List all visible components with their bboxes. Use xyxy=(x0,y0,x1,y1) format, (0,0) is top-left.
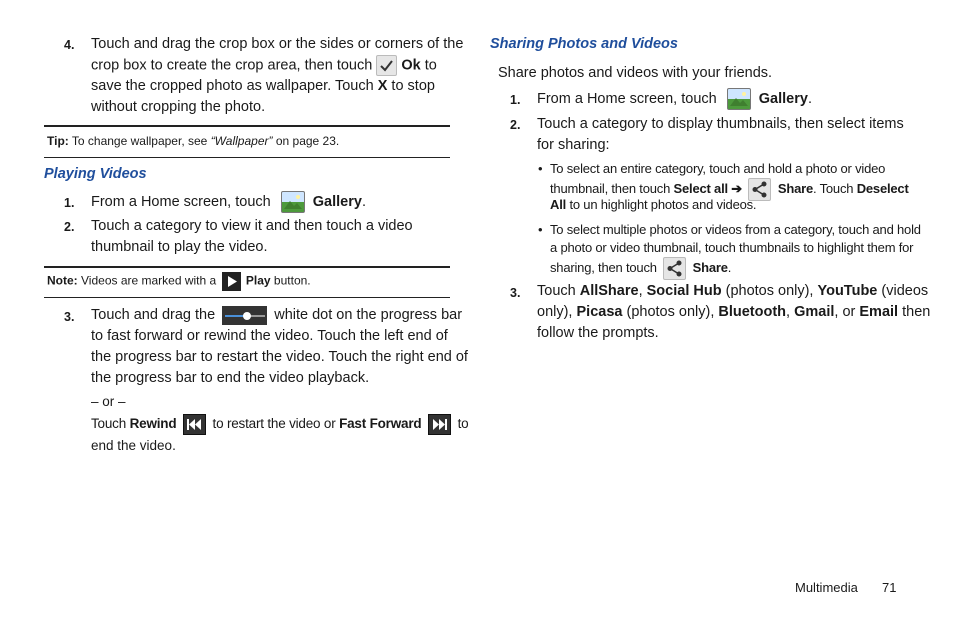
footer-section: Multimedia xyxy=(795,580,858,595)
step-number: 2. xyxy=(64,220,75,234)
bullet-marker: • xyxy=(538,161,543,176)
category-step xyxy=(510,114,904,156)
text-fragment: . xyxy=(727,259,732,275)
rewind-label: Rewind xyxy=(129,416,177,431)
divider xyxy=(44,266,450,268)
text-fragment: Videos are marked with a xyxy=(81,273,217,288)
progress-bar-icon xyxy=(222,306,267,325)
step-text-line: thumbnail to play the video. xyxy=(91,239,268,255)
text-fragment: . xyxy=(361,193,366,210)
section-heading: Sharing Photos and Videos xyxy=(490,36,678,52)
step-number: 1. xyxy=(510,93,521,107)
text-fragment: button. xyxy=(273,273,311,288)
list-item xyxy=(538,160,909,216)
gallery-label: Gallery xyxy=(312,193,362,210)
bullet-marker: • xyxy=(538,222,543,237)
step-text-line: follow the prompts. xyxy=(537,325,659,341)
all-label: All xyxy=(550,197,567,212)
category-step xyxy=(64,216,454,258)
tip-label: Tip: xyxy=(47,134,69,148)
fast-forward-icon xyxy=(428,414,451,435)
play-icon xyxy=(222,272,241,291)
gallery-label: Gallery xyxy=(758,90,808,107)
social-hub-label: Social Hub xyxy=(646,283,722,299)
text-fragment: , xyxy=(786,304,791,320)
step-text-line: the progress bar to end the video playback. xyxy=(91,370,370,386)
gallery-icon xyxy=(727,88,751,110)
gmail-label: Gmail xyxy=(794,304,835,320)
text-fragment: only), xyxy=(537,304,573,320)
step-text-line: without cropping the photo. xyxy=(91,99,266,115)
share-method-step xyxy=(510,281,931,347)
bullet-line: To select multiple photos or videos from a category, touch and hold xyxy=(550,222,921,237)
or-separator: – or – xyxy=(91,394,126,409)
step-text-line xyxy=(91,413,468,435)
text-fragment: save the cropped photo as wallpaper. Touch xyxy=(91,78,374,94)
fast-forward-label: Fast Forward xyxy=(339,416,422,431)
text-fragment: , or xyxy=(834,304,856,320)
bullet-line: To select an entire category, touch and hold a photo or video xyxy=(550,161,886,176)
step-text-line xyxy=(91,305,462,326)
rewind-icon xyxy=(183,414,206,435)
progress-step xyxy=(64,305,469,465)
step-text-line xyxy=(91,76,435,97)
step-text-line xyxy=(91,191,366,213)
text-fragment: to stop xyxy=(391,78,435,94)
list-item xyxy=(538,221,921,279)
bullet-line xyxy=(550,196,756,214)
text-fragment: (videos xyxy=(881,283,929,299)
text-fragment: (photos only), xyxy=(626,304,715,320)
step-text-line xyxy=(537,302,930,323)
step-number: 2. xyxy=(510,118,521,132)
deselect-label: Deselect xyxy=(856,180,909,196)
text-fragment: to xyxy=(424,57,437,74)
section-heading: Playing Videos xyxy=(44,166,147,182)
step-number: 3. xyxy=(510,286,521,300)
text-fragment: (photos only), xyxy=(725,283,814,299)
share-label: Share xyxy=(777,180,813,196)
select-all-label: Select all ➔ xyxy=(673,180,743,196)
text-fragment: To change wallpaper, see xyxy=(71,134,208,148)
step-number: 3. xyxy=(64,310,75,324)
text-fragment: then xyxy=(902,304,931,320)
step-text-line xyxy=(537,88,812,110)
tip-note xyxy=(47,133,339,149)
divider xyxy=(44,297,450,298)
text-fragment: on page 23. xyxy=(275,134,340,148)
bullet-line: a photo or video thumbnail, touch thumbnails to highlight them for xyxy=(550,240,914,255)
x-label: X xyxy=(377,78,388,94)
youtube-label: YouTube xyxy=(817,283,878,299)
intro-text: Share photos and videos with your friends. xyxy=(498,65,773,81)
text-fragment: crop box to create the crop area, then touch xyxy=(91,57,373,74)
step-text-line: Touch a category to view it and then touch a video xyxy=(91,218,413,234)
text-fragment: Touch xyxy=(91,416,127,431)
text-fragment: From a Home screen, touch xyxy=(91,193,271,210)
step-text-line: end the video. xyxy=(91,438,176,453)
divider xyxy=(44,125,450,127)
email-label: Email xyxy=(859,304,899,320)
gallery-step xyxy=(64,191,454,215)
step-text-line: to fast forward or rewind the video. Touch the left end of xyxy=(91,328,448,344)
note-label: Note: xyxy=(47,273,78,288)
step-text-line xyxy=(91,55,437,76)
text-fragment: thumbnail, then touch xyxy=(550,180,671,196)
checkmark-icon xyxy=(376,55,397,76)
text-fragment: sharing, then touch xyxy=(550,259,657,275)
text-fragment: . xyxy=(807,90,812,107)
ok-label: Ok xyxy=(401,57,421,74)
step-number: 4. xyxy=(64,38,75,52)
text-fragment: , xyxy=(638,283,643,299)
text-fragment: to restart the video or xyxy=(212,416,336,431)
allshare-label: AllShare xyxy=(579,283,639,299)
step-text-line: for sharing: xyxy=(537,137,610,153)
picasa-label: Picasa xyxy=(576,304,623,320)
page-number: 71 xyxy=(882,580,897,595)
divider xyxy=(44,157,450,158)
bullet-line xyxy=(550,257,731,280)
text-fragment: From a Home screen, touch xyxy=(537,90,717,107)
gallery-icon xyxy=(281,191,305,213)
step-text-line xyxy=(537,281,928,302)
step-number: 1. xyxy=(64,196,75,210)
share-label: Share xyxy=(692,259,728,275)
step-text-line: Touch and drag the crop box or the sides or corners of the xyxy=(91,36,464,52)
play-note xyxy=(47,272,311,291)
text-fragment: . Touch xyxy=(813,180,854,196)
text-fragment: to un highlight photos and videos. xyxy=(569,197,757,212)
step-text-line: the progress bar to restart the video. Touch the right end of xyxy=(91,349,468,365)
text-fragment: to xyxy=(457,416,469,431)
step-text-line: Touch a category to display thumbnails, then select items xyxy=(537,116,904,132)
text-fragment: Touch xyxy=(537,283,576,299)
gallery-step xyxy=(510,88,900,112)
wallpaper-reference: “Wallpaper” xyxy=(210,134,273,148)
text-fragment: white dot on the progress bar xyxy=(274,307,463,323)
play-label: Play xyxy=(245,273,271,288)
bluetooth-label: Bluetooth xyxy=(718,304,787,320)
share-icon xyxy=(663,257,686,280)
text-fragment: Touch and drag the xyxy=(91,307,216,323)
